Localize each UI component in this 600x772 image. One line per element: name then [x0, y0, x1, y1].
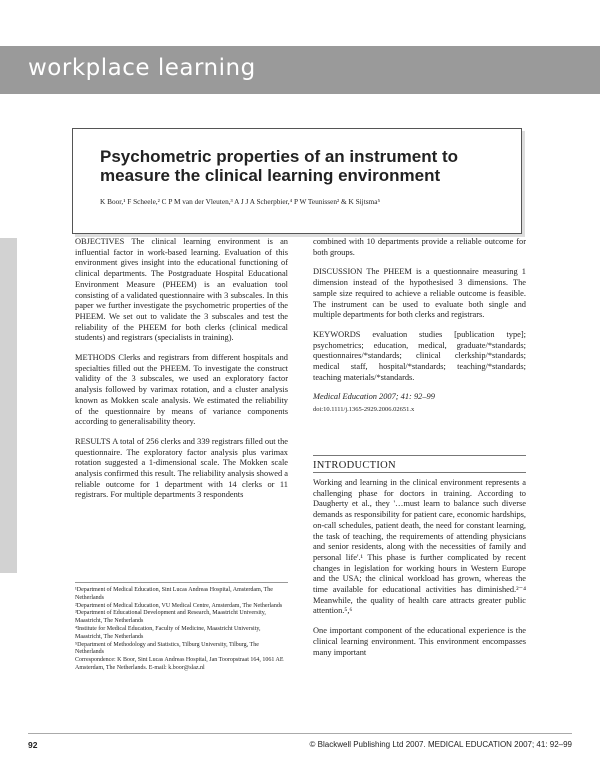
- abstract-right-column: [313, 237, 526, 416]
- affiliation: ²Department of Medical Education, VU Medical Centre, Amsterdam, The Netherlands: [75, 602, 283, 609]
- intro-paragraph: One important component of the educational experience is the clinical learning environment. This environment encompasses many important: [313, 626, 526, 657]
- affiliation: ³Department of Educational Development and Research, Maastricht University, Maastricht, The Netherlands: [75, 610, 266, 625]
- citation: Medical Education 2007; 41: 92–99: [313, 392, 435, 402]
- affiliations: [75, 587, 288, 673]
- section-label: workplace learning: [28, 55, 256, 81]
- abstract-results: RESULTS A total of 256 clerks and 339 registrars filled out the questionnaire. The exploratory factor analysis plus varimax rotation suggested a 1-dimensional scale. The Mokken scale analysis confirmed this result. The reliability analysis showed a reliable outcome for 1 department with 14 clerks or 11 registrars. For multiple departments 3 respondents: [75, 436, 288, 500]
- introduction-body: [313, 478, 526, 667]
- doi: doi:10.1111/j.1365-2929.2006.02651.x: [313, 406, 415, 414]
- intro-paragraph: Working and learning in the clinical environment represents a challenging phase for doctors in training. According to Daugherty et al., they '…must learn to balance such diverse demands as responsibility for patient care, economic hardships, on-call schedules, patient death, the need for constant learning, the task of teaching, the requirements of attending physicians and senior residents, along with the necessities of family and personal life'.¹ This phase is further complicated by recent changes in legislation for working hours in Western Europe and the USA; the clinical workload has grown, whereas the time available for educational activities has diminished.²⁻⁴ Meanwhile, the quality of health care attracts greater public attention.⁵,⁶: [313, 478, 526, 616]
- footer-copyright: © Blackwell Publishing Ltd 2007. MEDICAL EDUCATION 2007; 41: 92–99: [309, 740, 572, 749]
- abstract-methods: METHODS Clerks and registrars from different hospitals and specialties filled out the PHEEM. To investigate the construct validity of the 3 subscales, we used an exploratory factor analysis followed by varimax rotation, and a cluster analysis known as Mokken scale analysis. We estimated the reliability of the questionnaire by means of variance components according to generalisability theory.: [75, 353, 288, 427]
- abstract-keywords: KEYWORDS evaluation studies [publication type]; psychometrics; education, medical, graduate/*standards; questionnaires/*standards; clinical clerkship/*standards; medical staff, hospital/*standards; teaching/*standards; teaching materials/*standards.: [313, 329, 526, 382]
- intro-heading: INTRODUCTION: [313, 460, 396, 471]
- intro-rule-bottom: [313, 472, 526, 473]
- abstract-objectives: OBJECTIVES The clinical learning environment is an influential factor in work-based learning. Evaluation of this environment gives insight into the educational functioning of clinical departments. The Postgraduate Hospital Educational Environment Measure (PHEEM) is an evaluation tool consisting of a validated questionnaire with 3 subscales. In this paper we further investigate the psychometric properties of the PHEEM. We set out to validate the 3 subscales and test the reliability of the PHEEM for both clerks (clinical medical students) and registrars (specialists in training).: [75, 237, 288, 343]
- correspondence: Correspondence: K Boor, Sint Lucas Andreas Hospital, Jan Tooropstraat 164, 1061 AE Amsterdam, The Netherlands. E-mail: k.boor@slaz.nl: [75, 657, 284, 671]
- affiliation-rule: [75, 582, 288, 583]
- author-list: K Boor,¹ F Scheele,² C P M van der Vleuten,³ A J J A Scherpbier,⁴ P W Teunissen² & K Sijtsma⁵: [100, 197, 381, 206]
- abstract-results-cont: combined with 10 departments provide a reliable outcome for both groups.: [313, 237, 526, 257]
- footer-rule: [28, 733, 572, 734]
- affiliation: ⁴Institute for Medical Education, Faculty of Medicine, Maastricht University, Maastricht, The Netherlands: [75, 625, 261, 640]
- abstract-left-column: [75, 237, 288, 510]
- article-title: Psychometric properties of an instrument to measure the clinical learning environment: [100, 147, 459, 185]
- affiliation: ¹Department of Medical Education, Sint Lucas Andreas Hospital, Amsterdam, The Netherlands: [75, 587, 273, 601]
- page-number: 92: [28, 740, 38, 750]
- abstract-discussion: DISCUSSION The PHEEM is a questionnaire measuring 1 dimension instead of the hypothesised 3 dimensions. The sample size required to achieve a reliable outcome is feasible. The instrument can be used to evaluate both single and multiple departments for both clerks and registrars.: [313, 267, 526, 320]
- intro-rule-top: [313, 455, 526, 456]
- affiliation: ⁵Department of Methodology and Statistics, Tilburg University, Tilburg, The Netherlands: [75, 641, 259, 656]
- sidebar-bar: [0, 238, 17, 573]
